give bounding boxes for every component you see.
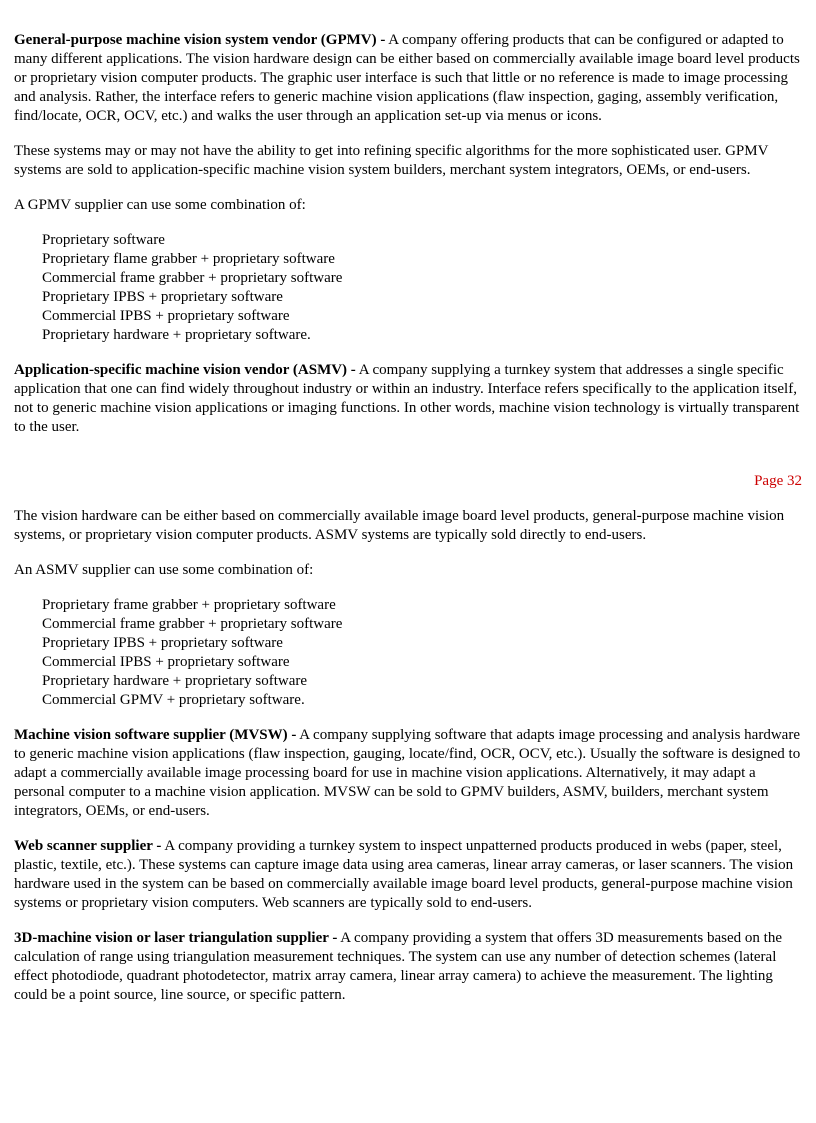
asmv-combo-list (14, 596, 806, 710)
triangulation-term: 3D-machine vision or laser triangulation supplier - (14, 930, 338, 946)
list-item: Proprietary IPBS + proprietary software (42, 289, 283, 305)
asmv-term: Application-specific machine vision vendor (ASMV) - (14, 362, 356, 378)
asmv-paragraph-2: The vision hardware can be either based on commercially available image board level products, general-purpose machine vision systems, or proprietary vision computer products. ASMV systems are typically sold directly to end-users. (14, 508, 785, 543)
triangulation-definition-text: A company providing a system that offers 3D measurements based on the calculation of range using triangulation measurement techniques. The system can use any number of detection schemes (lateral effect photodiode, quadrant photodetector, matrix array camera, linear array camera) to achieve the measurement. The lighting could be a point source, line source, or specific pattern. (14, 930, 782, 1003)
gpmv-definition (14, 0, 806, 126)
list-item: Proprietary hardware + proprietary software. (42, 327, 311, 343)
list-item: Proprietary IPBS + proprietary software (42, 635, 283, 651)
page-number-marker: Page 32 (754, 473, 802, 489)
web-scanner-term: Web scanner supplier - (14, 838, 162, 854)
mvsw-definition (14, 726, 806, 821)
mvsw-definition-text: A company supplying software that adapts image processing and analysis hardware to generic machine vision applications (flaw inspection, gauging, locate/find, OCR, OCV, etc.). Usually the software is designed to adapt a commercially available image processing board for use in machine vision applications. Alternatively, it may adapt a personal computer to a machine vision application. MVSW can be sold to GPMV builders, ASMV, builders, merchant system integrators, OEMs, or end-users. (14, 727, 801, 819)
list-item: Commercial IPBS + proprietary software (42, 654, 290, 670)
gpmv-combo-intro: A GPMV supplier can use some combination of: (14, 197, 306, 213)
web-scanner-definition (14, 837, 806, 913)
asmv-definition (14, 361, 806, 437)
mvsw-term: Machine vision software supplier (MVSW) - (14, 727, 297, 743)
list-item: Commercial frame grabber + proprietary software (42, 270, 343, 286)
list-item: Proprietary software (42, 232, 165, 248)
list-item: Commercial GPMV + proprietary software. (42, 692, 305, 708)
asmv-definition-text: A company supplying a turnkey system that addresses a single specific application that one can find widely throughout industry or within an industry. Interface refers specifically to the application itself, not to generic machine vision applications or imaging functions. In other words, machine vision technology is virtually transparent to the user. (14, 362, 800, 435)
list-item: Proprietary hardware + proprietary software (42, 673, 308, 689)
list-item: Commercial IPBS + proprietary software (42, 308, 290, 324)
gpmv-paragraph-2: These systems may or may not have the ability to get into refining specific algorithms for the more sophisticated user. GPMV systems are sold to application-specific machine vision system builders, merchant system integrators, OEMs, or end-users. (14, 143, 769, 178)
gpmv-combo-list (14, 231, 806, 345)
web-scanner-definition-text: A company providing a turnkey system to inspect unpatterned products produced in webs (paper, steel, plastic, textile, etc.). These systems can capture image data using area cameras, linear array cameras, or laser scanners. The vision hardware used in the system can be based on commercially available image board level products, general-purpose machine vision systems or proprietary vision computers. Web scanners are typically sold to end-users. (14, 838, 794, 911)
gpmv-term: General-purpose machine vision system vendor (GPMV) - (14, 32, 386, 48)
gpmv-definition-text: A company offering products that can be configured or adapted to many different applications. The vision hardware design can be either based on commercially available image board level products or proprietary vision computer products. The graphic user interface is such that little or no reference is made to image processing and analysis. Rather, the interface refers to generic machine vision applications (flaw inspection, gaging, assembly verification, find/locate, OCR, OCV, etc.) and walks the user through an application set-up via menus or icons. (14, 32, 800, 124)
triangulation-definition (14, 929, 806, 1005)
list-item: Commercial frame grabber + proprietary software (42, 616, 343, 632)
list-item: Proprietary flame grabber + proprietary software (42, 251, 335, 267)
asmv-combo-intro: An ASMV supplier can use some combination of: (14, 562, 314, 578)
list-item: Proprietary frame grabber + proprietary software (42, 597, 336, 613)
